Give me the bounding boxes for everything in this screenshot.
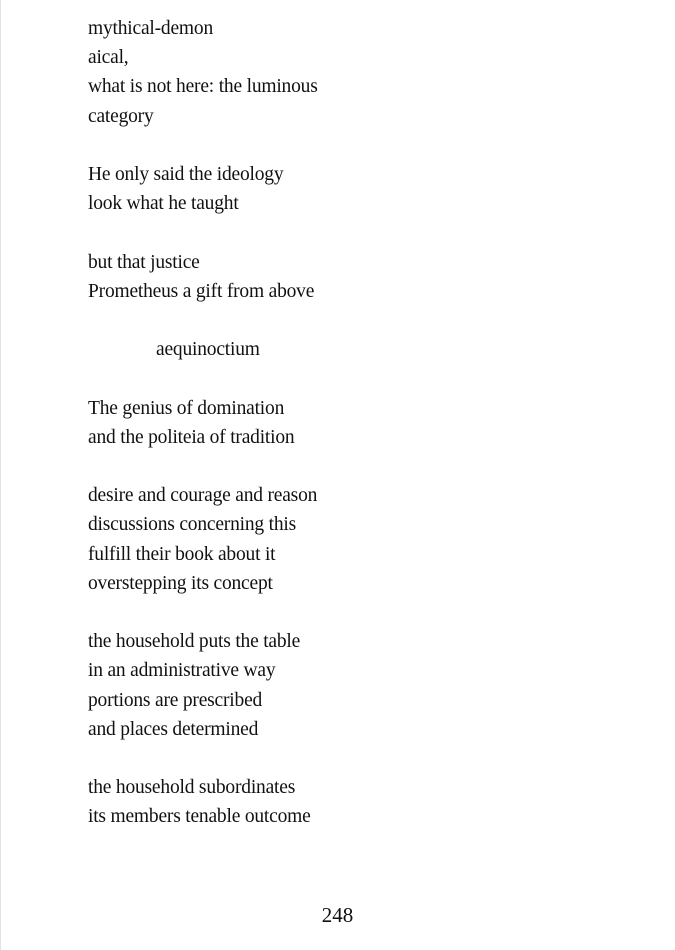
poem-line: what is not here: the luminous	[88, 76, 318, 98]
poem-line: He only said the ideology	[88, 164, 284, 185]
poem-line: overstepping its concept	[88, 572, 273, 594]
poem-line: and places determined	[88, 718, 259, 740]
poem-line: mythical-demon	[88, 18, 213, 39]
stanza-4	[88, 335, 648, 364]
poem-line: desire and courage and reason	[88, 485, 318, 507]
poem-line: look what he taught	[88, 193, 239, 215]
stanza-8	[88, 773, 648, 831]
poem-line: the household puts the table	[88, 631, 301, 653]
stanza-6	[88, 481, 648, 598]
poem-line: fulfill their book about it	[88, 543, 276, 565]
poem-line: Prometheus a gift from above	[88, 280, 315, 302]
poem-line: category	[88, 105, 154, 127]
poem-line: the household subordinates	[88, 777, 296, 799]
poem-line: and the politeia of tradition	[88, 426, 295, 448]
page-edge	[0, 0, 1, 950]
poem-body	[88, 14, 648, 861]
stanza-5	[88, 394, 648, 452]
poem-line: The genius of domination	[88, 397, 285, 419]
poem-line: discussions concerning this	[88, 514, 296, 536]
stanza-3	[88, 248, 648, 306]
page-number: 248	[321, 903, 354, 927]
poem-line: in an administrative way	[88, 660, 276, 682]
poem-line: its members tenable outcome	[88, 806, 311, 828]
poem-line-indented: aequinoctium	[156, 339, 260, 361]
poem-line: aical,	[88, 47, 129, 69]
stanza-2	[88, 160, 648, 218]
stanza-1	[88, 14, 648, 131]
poem-line: portions are prescribed	[88, 689, 263, 711]
poem-line: but that justice	[88, 251, 200, 273]
stanza-7	[88, 627, 648, 744]
